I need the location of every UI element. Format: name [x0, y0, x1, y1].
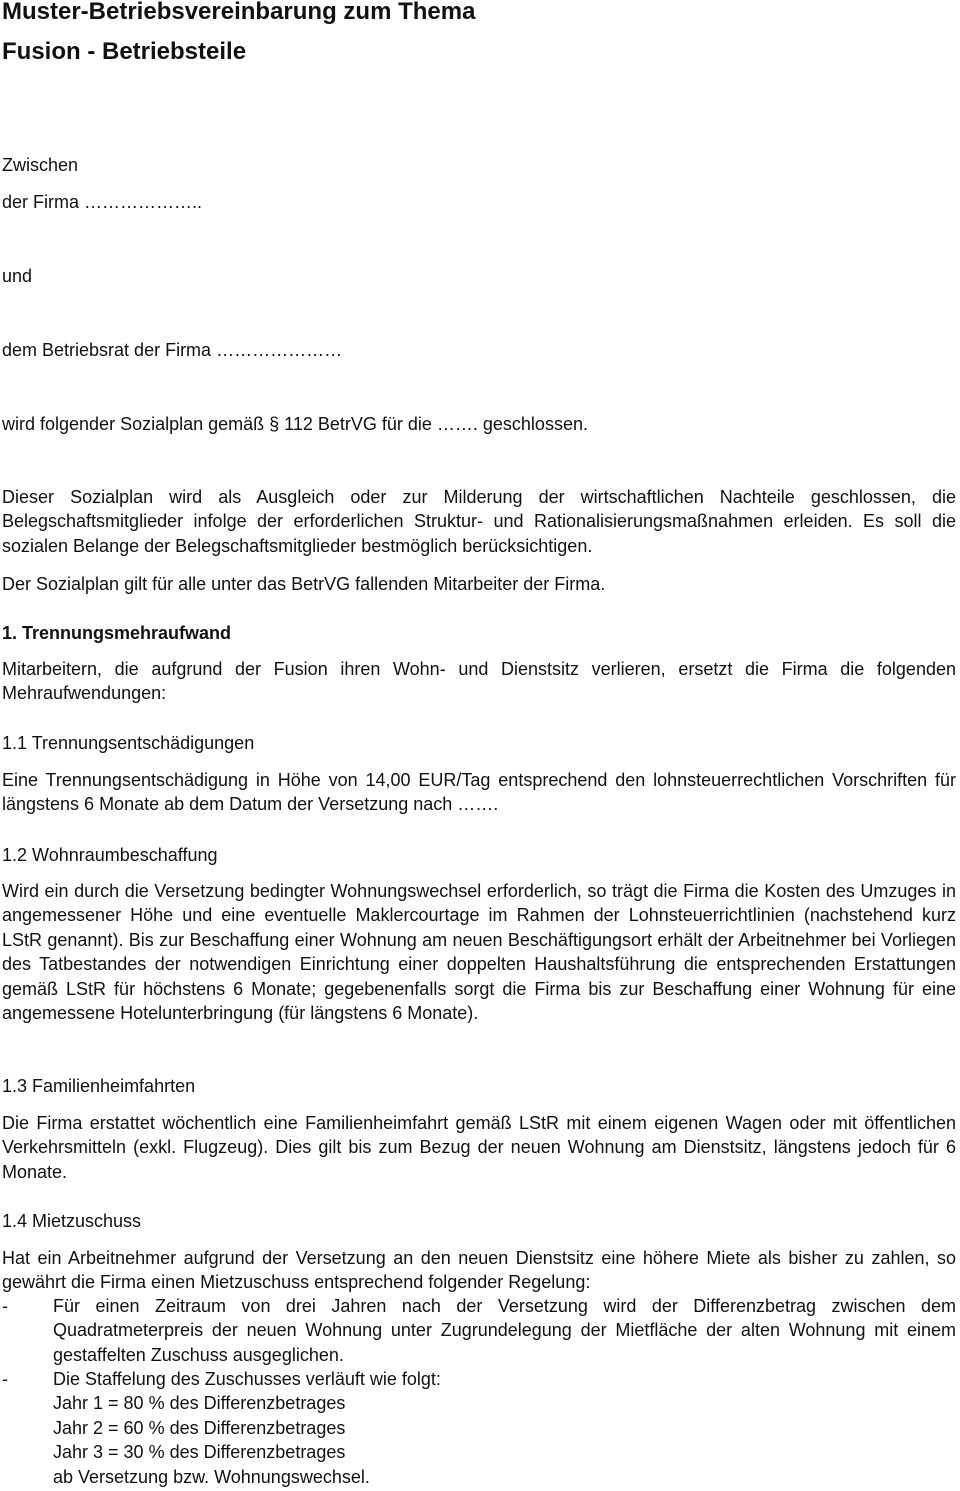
list-item [2, 1294, 956, 1367]
list-item [2, 1367, 956, 1489]
intro-paragraph: Dieser Sozialplan wird als Ausgleich oder zur Milderung der wirtschaftlichen Nachteile geschlossen, die Belegschaftsmitglieder infolge der erforderlichen Struktur- und Rationalisierungsmaßnahmen erleiden. Es soll die sozialen Belange der Belegschaftsmitglieder bestmöglich berücksichtigen. [2, 487, 956, 556]
section-1-3-heading: 1.3 Familienheimfahrten [2, 1076, 196, 1096]
section-1-text: Mitarbeitern, die aufgrund der Fusion ihren Wohn- und Dienstsitz verlieren, ersetzt die Firma die folgenden Mehraufwendungen: [2, 659, 956, 704]
title-line-1: Muster-Betriebsvereinbarung zum Thema [2, 0, 476, 25]
section-1-2-heading: 1.2 Wohnraumbeschaffung [2, 845, 218, 865]
section-1-4-heading: 1.4 Mietzuschuss [2, 1211, 142, 1231]
section-1-4-text: Hat ein Arbeitnehmer aufgrund der Versetzung an den neuen Dienstsitz eine höhere Miete als bisher zu zahlen, so gewährt die Firma einen Mietzuschuss entsprechend folgender Regelung: [2, 1248, 956, 1293]
schedule-line: Jahr 1 = 80 % des Differenzbetrages [53, 1393, 346, 1414]
section-1-1-text: Eine Trennungsentschädigung in Höhe von 14,00 EUR/Tag entsprechend den lohnsteuerrechtlichen Vorschriften für längstens 6 Monate ab dem Datum der Versetzung nach ……. [2, 770, 956, 815]
list-item-text: Die Staffelung des Zuschusses verläuft wie folgt: [53, 1369, 441, 1389]
between-label: Zwischen [2, 155, 79, 175]
section-1-3-text: Die Firma erstattet wöchentlich eine Familienheimfahrt gemäß LStR mit einem eigenen Wagen oder mit öffentlichen Verkehrsmitteln (exkl. Flugzeug). Dies gilt bis zum Bezug der neuen Wohnung am Dienstsitz, längstens jedoch für 6 Monate. [2, 1113, 956, 1182]
works-council-line: dem Betriebsrat der Firma ………………… [2, 340, 343, 360]
company-line: der Firma ……………….. [2, 192, 203, 212]
schedule-line: Jahr 3 = 30 % des Differenzbetrages [53, 1442, 346, 1463]
list-dash: - [2, 1296, 8, 1316]
list-item-text: Für einen Zeitraum von drei Jahren nach der Versetzung wird der Differenzbetrag zwischen dem Quadratmeterpreis der neuen Wohnung unter Zugrundelegung der Mietfläche der alten Wohnung mit einem gestaffelten Zuschuss ausgeglichen. [53, 1296, 956, 1365]
and-label: und [2, 266, 33, 286]
section-1-2-text: Wird ein durch die Versetzung bedingter Wohnungswechsel erforderlich, so trägt die Firma die Kosten des Umzuges in angemessener Höhe und eine eventuelle Maklercourtage im Rahmen der Lohnsteuerrichtlinien (nachstehend kurz LStR genannt). Bis zur Beschaffung einer Wohnung am neuen Beschäftigungsort erhält der Arbeitnehmer bei Vorliegen des Tatbestandes der notwendigen Einrichtung einer doppelten Haushaltsführung die entsprechenden Erstattungen gemäß LStR für höchstens 6 Monate; gegebenenfalls sorgt die Firma bis zur Beschaffung einer Wohnung für eine angemessene Hotelunterbringung (für längstens 6 Monate). [2, 881, 956, 1024]
section-1-1-heading: 1.1 Trennungsentschädigungen [2, 733, 255, 753]
document-title [2, 0, 956, 72]
list-dash: - [2, 1369, 8, 1389]
scope-paragraph: Der Sozialplan gilt für alle unter das BetrVG fallenden Mitarbeiter der Firma. [2, 574, 606, 594]
agreement-line: wird folgender Sozialplan gemäß § 112 BetrVG für die ……. geschlossen. [2, 414, 588, 434]
section-1-heading: 1. Trennungsmehraufwand [2, 623, 232, 643]
title-line-2: Fusion - Betriebsteile [2, 38, 247, 65]
schedule-line: Jahr 2 = 60 % des Differenzbetrages [53, 1417, 346, 1438]
schedule-line: ab Versetzung bzw. Wohnungswechsel. [53, 1466, 370, 1487]
